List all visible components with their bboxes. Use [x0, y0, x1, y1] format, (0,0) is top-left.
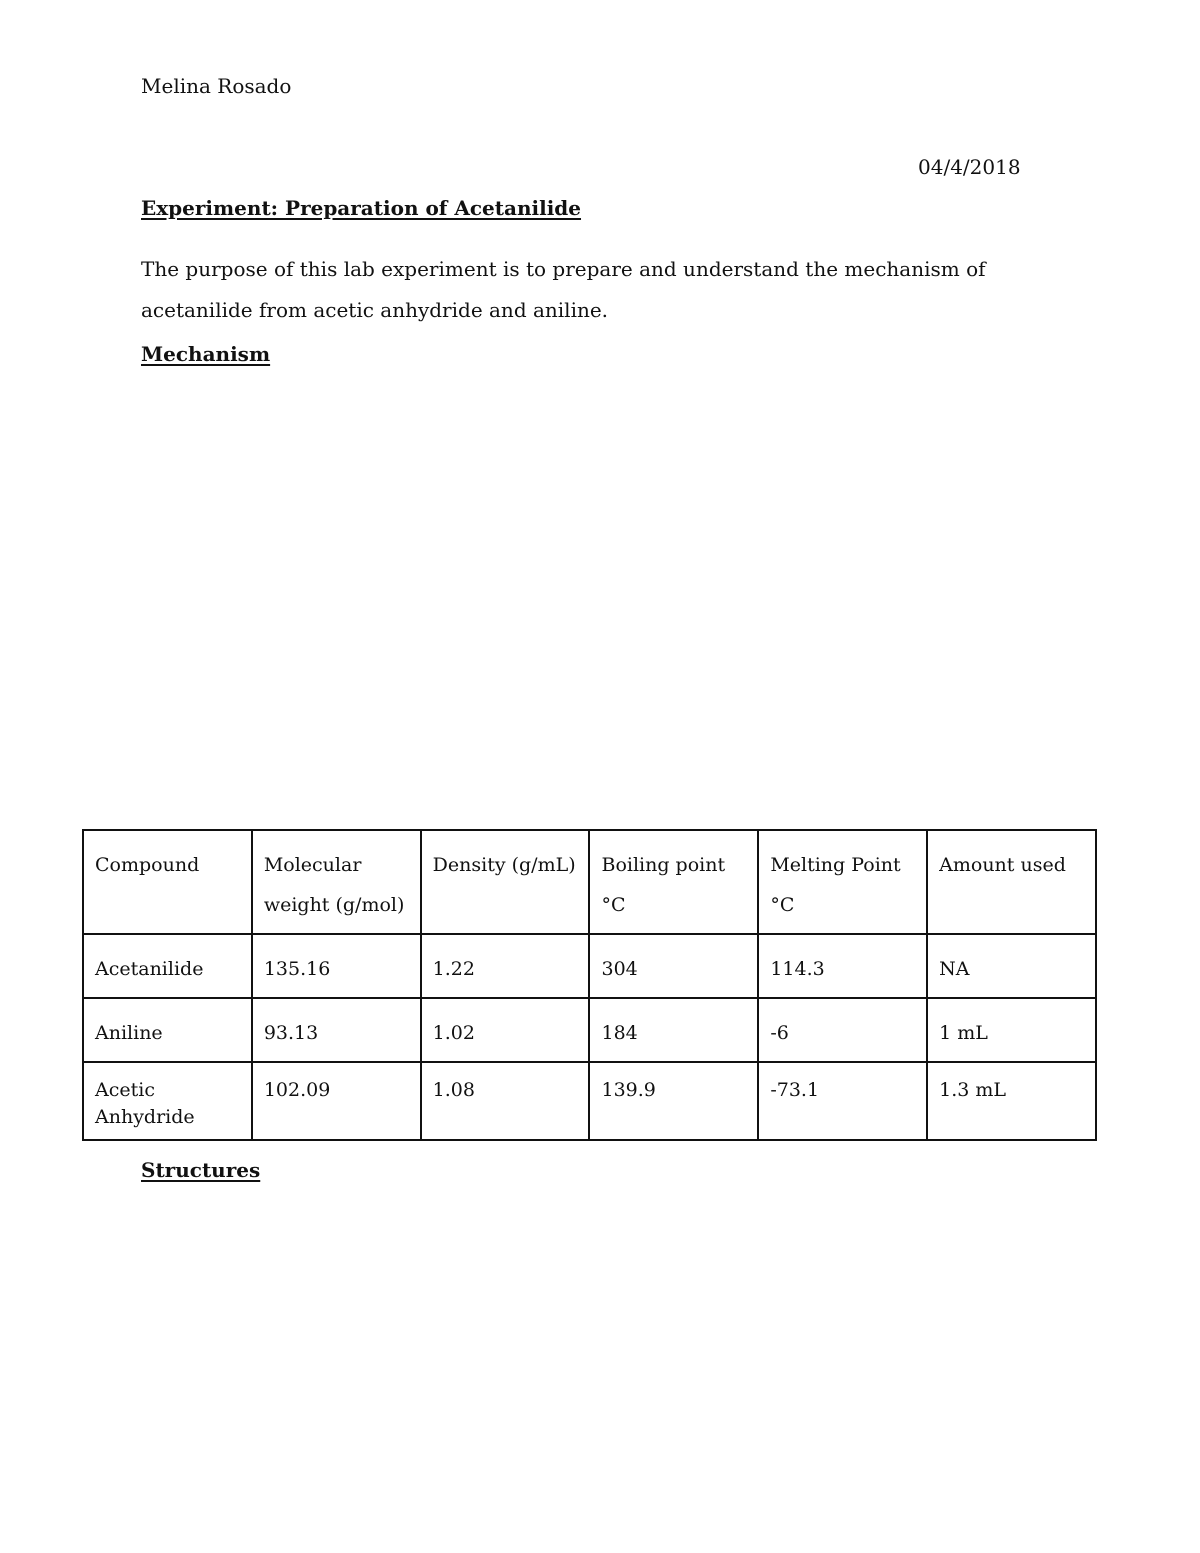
- table-cell: Acetic Anhydride: [83, 1062, 252, 1140]
- table-row: [83, 998, 1096, 1062]
- experiment-title: Experiment: Preparation of Acetanilide: [141, 196, 582, 220]
- header-cell-melting-point: Melting Point °C: [758, 830, 927, 934]
- table-cell: 135.16: [252, 934, 421, 998]
- table-header-row: [83, 830, 1096, 934]
- table-cell: 304: [589, 934, 758, 998]
- table-cell: -6: [758, 998, 927, 1062]
- header-cell-molecular-weight: Molecular weight (g/mol): [252, 830, 421, 934]
- mechanism-heading: Mechanism: [141, 342, 271, 366]
- table-cell: 93.13: [252, 998, 421, 1062]
- table-row: [83, 934, 1096, 998]
- table-cell: Aniline: [83, 998, 252, 1062]
- structures-heading: Structures: [141, 1158, 261, 1182]
- table-cell: 139.9: [589, 1062, 758, 1140]
- table-cell: 1 mL: [927, 998, 1096, 1062]
- purpose-paragraph: The purpose of this lab experiment is to prepare and understand the mechanism of acetanilide from acetic anhydride and aniline.: [141, 257, 986, 322]
- table-cell: 114.3: [758, 934, 927, 998]
- header-cell-amount-used: Amount used: [927, 830, 1096, 934]
- header-cell-boiling-point: Boiling point °C: [589, 830, 758, 934]
- header-cell-compound: Compound: [83, 830, 252, 934]
- table-row: [83, 1062, 1096, 1140]
- table-cell: NA: [927, 934, 1096, 998]
- table-cell: -73.1: [758, 1062, 927, 1140]
- table-cell: 102.09: [252, 1062, 421, 1140]
- compound-properties-table: [82, 829, 1097, 1141]
- table-cell: 1.22: [421, 934, 590, 998]
- table-cell: 1.08: [421, 1062, 590, 1140]
- header-cell-density: Density (g/mL): [421, 830, 590, 934]
- table-cell: 1.3 mL: [927, 1062, 1096, 1140]
- report-date: 04/4/2018: [918, 155, 1021, 179]
- table-cell: Acetanilide: [83, 934, 252, 998]
- table-cell: 1.02: [421, 998, 590, 1062]
- table-cell: 184: [589, 998, 758, 1062]
- author-name: Melina Rosado: [141, 74, 292, 98]
